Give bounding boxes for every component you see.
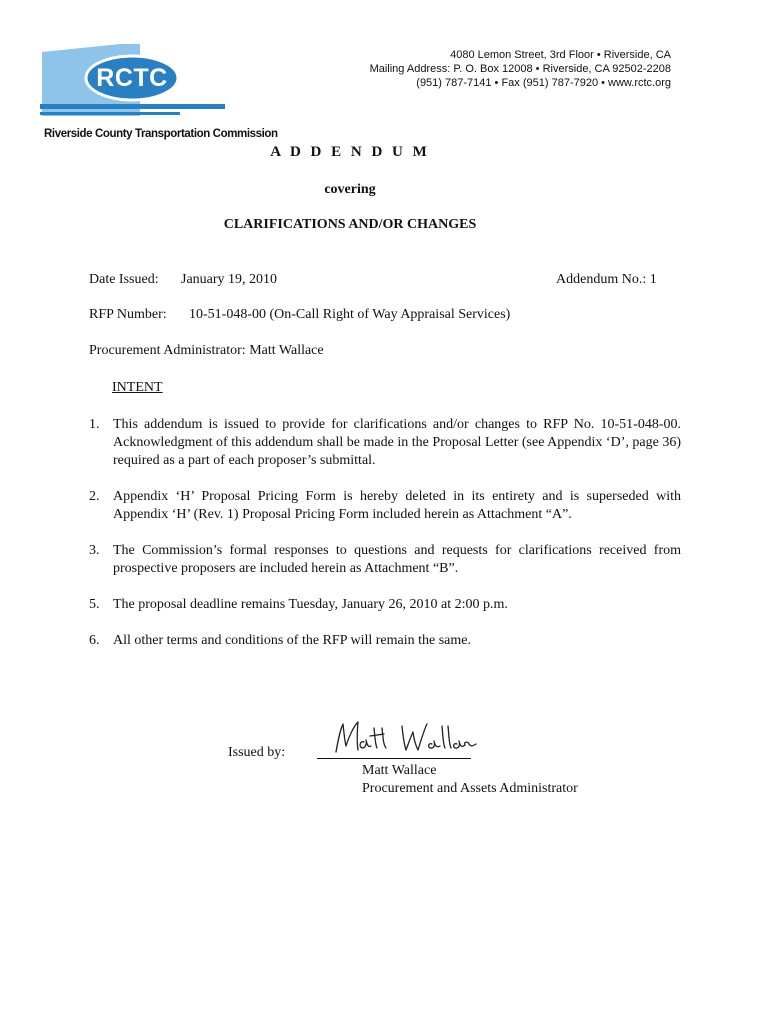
- mailing-address-line: Mailing Address: P. O. Box 12008 • Riverside, CA 92502-2208: [369, 63, 671, 75]
- item-text: The proposal deadline remains Tuesday, January 26, 2010 at 2:00 p.m.: [113, 597, 508, 612]
- item-number: 6.: [89, 633, 100, 648]
- address-block: [370, 48, 671, 90]
- rfp-number-label: RFP Number:: [89, 307, 167, 322]
- signature-line: [317, 758, 471, 759]
- list-item: [89, 488, 681, 524]
- logo-text: RCTC: [96, 64, 168, 92]
- date-issued-value: January 19, 2010: [181, 272, 278, 287]
- covering-label: covering: [324, 182, 376, 197]
- item-number: 5.: [89, 597, 100, 612]
- intent-heading: INTENT: [112, 380, 163, 395]
- item-number: 3.: [89, 543, 100, 558]
- issued-by-label: Issued by:: [228, 745, 286, 760]
- address-line: 4080 Lemon Street, 3rd Floor • Riverside, CA: [450, 49, 671, 61]
- document-subtitle: CLARIFICATIONS AND/OR CHANGES: [223, 217, 477, 232]
- list-item: [89, 416, 681, 470]
- org-name: Riverside County Transportation Commission: [44, 128, 278, 140]
- signer-title: Procurement and Assets Administrator: [362, 781, 578, 796]
- item-text: This addendum is issued to provide for clarifications and/or changes to RFP No. 10-51-048-00. Acknowledgment of this addendum shall be made in the Proposal Letter (see Appendix ‘D’, page 36) required as a part of each proposer’s submittal.: [113, 417, 681, 468]
- item-text: All other terms and conditions of the RFP will remain the same.: [113, 633, 471, 648]
- logo-stripe-thin: [40, 112, 180, 115]
- handwritten-signature: [330, 716, 480, 758]
- addendum-number: Addendum No.: 1: [556, 272, 657, 287]
- procurement-administrator: Procurement Administrator: Matt Wallace: [89, 343, 324, 358]
- rctc-logo: [40, 44, 278, 144]
- list-item: [89, 542, 681, 578]
- signer-name: Matt Wallace: [362, 763, 437, 778]
- date-issued-label: Date Issued:: [89, 272, 159, 287]
- document-title: A D D E N D U M: [270, 144, 430, 160]
- item-number: 1.: [89, 417, 100, 432]
- item-text: The Commission’s formal responses to questions and requests for clarifications received from prospective proposers are included herein as Attachment “B”.: [113, 543, 681, 576]
- item-number: 2.: [89, 489, 100, 504]
- logo-stripe: [40, 104, 225, 109]
- list-item: [89, 632, 681, 650]
- list-item: [89, 596, 681, 614]
- phone-fax-line: (951) 787-7141 • Fax (951) 787-7920 • www.rctc.org: [416, 77, 671, 89]
- item-text: Appendix ‘H’ Proposal Pricing Form is hereby deleted in its entirety and is superseded with Appendix ‘H’ (Rev. 1) Proposal Pricing Form included herein as Attachment “A”.: [113, 489, 681, 522]
- rfp-number-value: 10-51-048-00 (On-Call Right of Way Appraisal Services): [189, 307, 511, 322]
